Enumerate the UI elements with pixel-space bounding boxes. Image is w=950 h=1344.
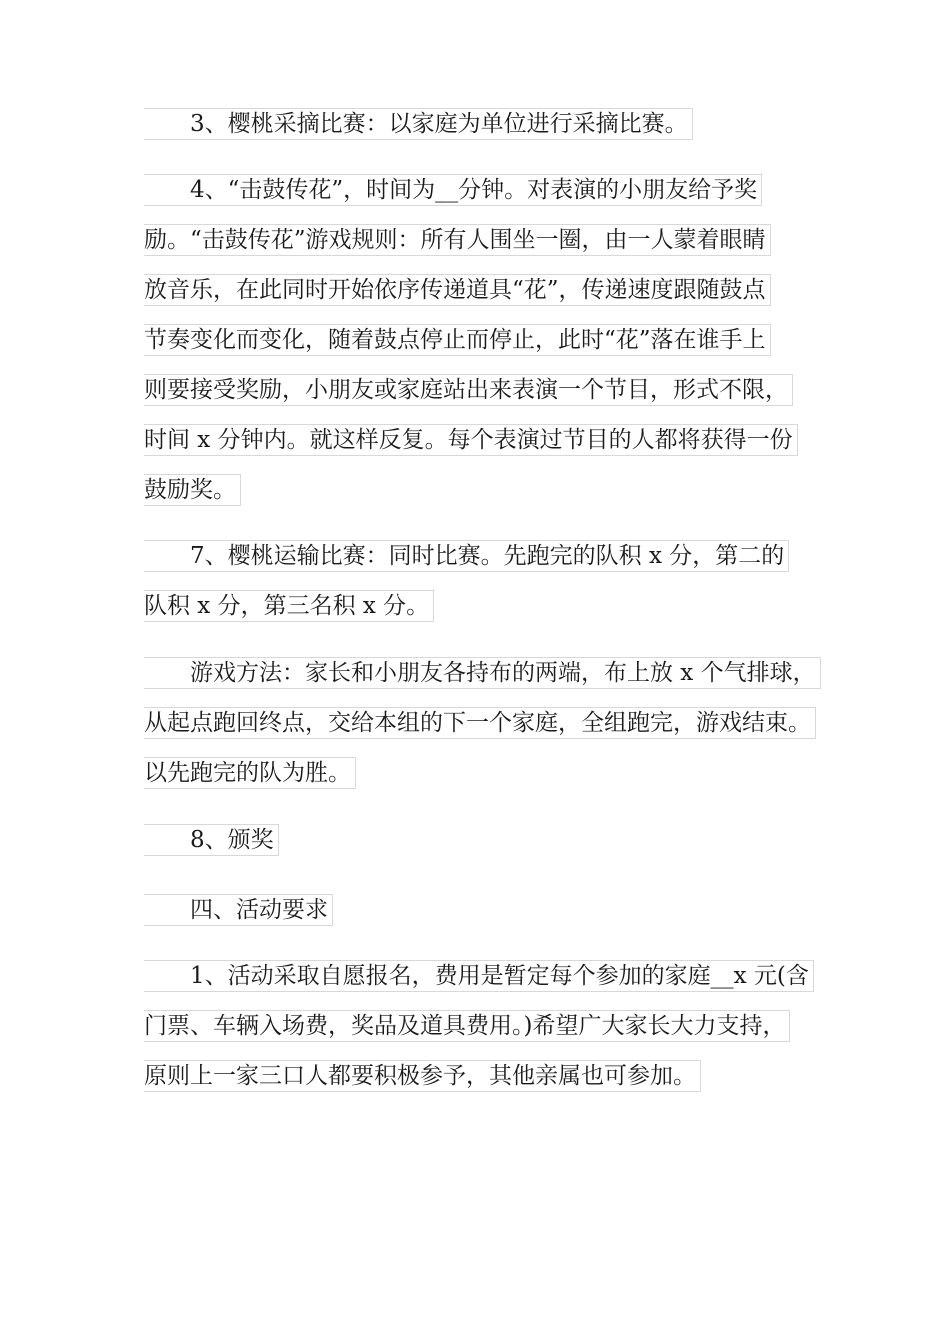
- text-line: 7、樱桃运输比赛：同时比赛。先跑完的队积 x 分，第二的: [190, 543, 785, 569]
- text-line: 原则上一家三口人都要积极参予，其他亲属也可参加。: [144, 1063, 696, 1089]
- section-heading-activity-requirements: [144, 884, 824, 934]
- text-line: 门票、车辆入场费，奖品及道具费用。)希望广大家长大力支持，: [144, 1013, 786, 1039]
- text-line: 励。“击鼓传花”游戏规则：所有人围坐一圈，由一人蒙着眼睛: [144, 227, 766, 253]
- text-line: 1、活动采取自愿报名，费用是暂定每个参加的家庭__x 元(含: [190, 963, 809, 989]
- text-line: 节奏变化而变化，随着鼓点停止而停止，此时“花”落在谁手上: [144, 327, 766, 353]
- text-line: 3、樱桃采摘比赛：以家庭为单位进行采摘比赛。: [190, 111, 688, 137]
- paragraph-awards: [144, 814, 824, 864]
- text-line: 则要接受奖励，小朋友或家庭站出来表演一个节目，形式不限，: [144, 377, 788, 403]
- text-line: 放音乐，在此同时开始依序传递道具“花”，传递速度跟随鼓点: [144, 277, 766, 303]
- text-line: 四、活动要求: [190, 897, 328, 923]
- paragraph-game-method: [144, 647, 824, 797]
- text-line: 4、“击鼓传花”，时间为__分钟。对表演的小朋友给予奖: [190, 177, 758, 203]
- paragraph-cherry-transport: [144, 530, 824, 630]
- paragraph-cherry-picking: [144, 98, 824, 148]
- text-line: 从起点跑回终点，交给本组的下一个家庭，全组跑完，游戏结束。: [144, 710, 811, 736]
- text-line: 鼓励奖。: [144, 477, 236, 503]
- text-line: 队积 x 分，第三名积 x 分。: [144, 593, 430, 619]
- text-line: 游戏方法：家长和小朋友各持布的两端，布上放 x 个气排球，: [190, 660, 816, 686]
- text-line: 以先跑完的队为胜。: [144, 760, 351, 786]
- paragraph-drum-flower-game: [144, 164, 824, 514]
- text-line: 8、颁奖: [190, 827, 274, 853]
- paragraph-registration: [144, 950, 824, 1100]
- text-line: 时间 x 分钟内。就这样反复。每个表演过节目的人都将获得一份: [144, 427, 793, 453]
